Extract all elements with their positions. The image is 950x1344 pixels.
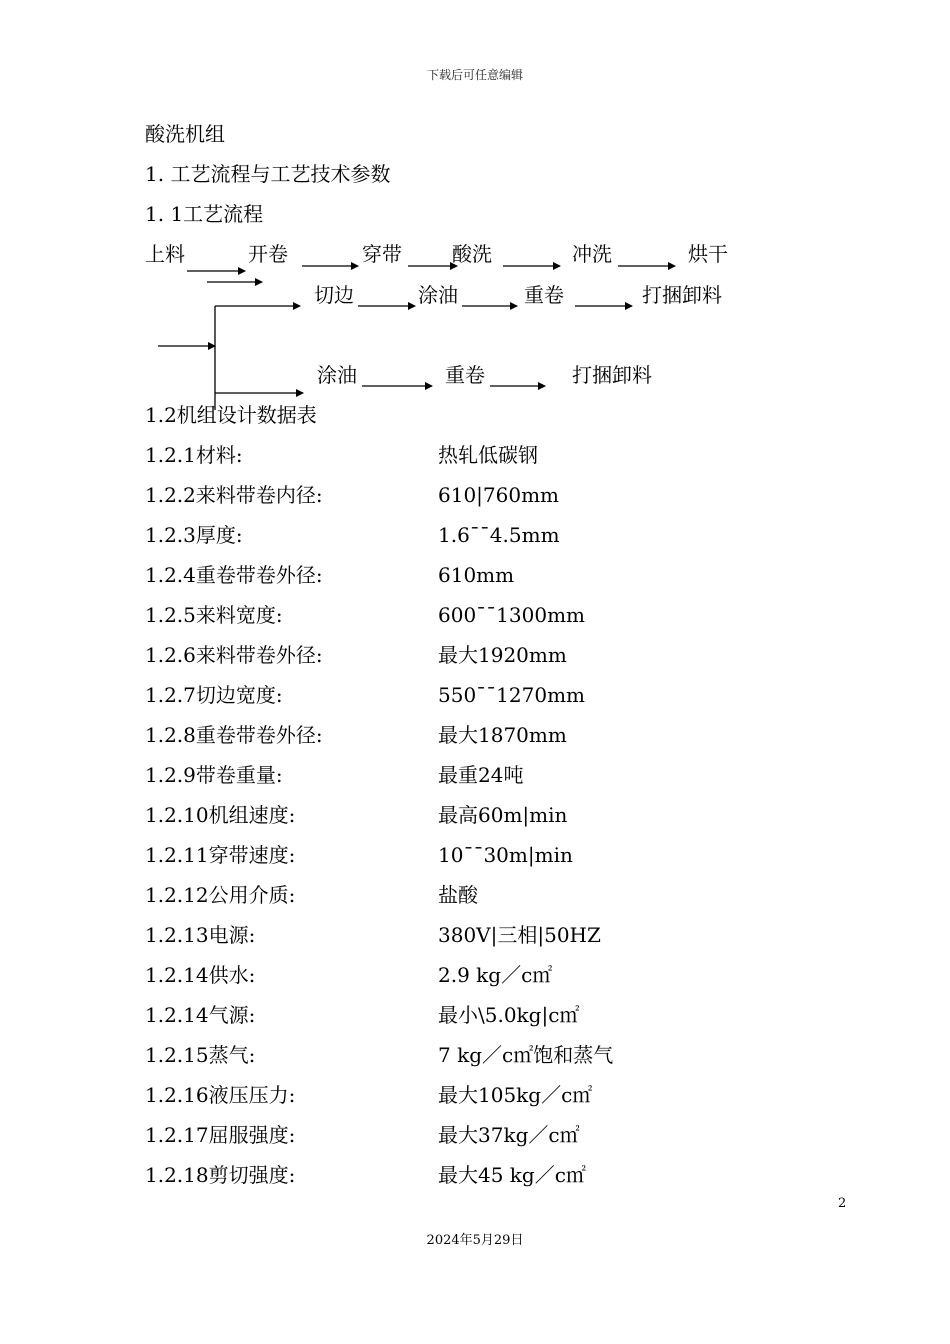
parameter-label: 1.2.14气源: [145, 1003, 256, 1027]
parameter-value: 2.9 kg／c㎡ [438, 963, 553, 987]
parameter-value: 550¯¯1270mm [438, 683, 586, 707]
parameter-label: 1.2.17屈服强度: [145, 1123, 296, 1147]
parameter-row [145, 682, 665, 708]
parameter-row [145, 642, 665, 668]
parameter-value: 最大105kg／c㎡ [438, 1083, 593, 1107]
parameter-label: 1.2.3厚度: [145, 523, 243, 547]
flow-step: 上料 [145, 242, 185, 266]
parameter-row [145, 602, 665, 628]
parameter-row [145, 962, 665, 988]
parameter-label: 1.2.4重卷带卷外径: [145, 563, 323, 587]
parameter-label: 1.2.14供水: [145, 963, 256, 987]
parameter-label: 1.2.12公用介质: [145, 883, 296, 907]
parameter-value: 10¯¯30m|min [438, 843, 573, 867]
parameter-value: 盐酸 [438, 883, 478, 907]
flow-step: 开卷 [248, 242, 288, 266]
flow-step: 酸洗 [452, 242, 492, 266]
parameter-value: 最大1870mm [438, 723, 567, 747]
flow-step: 烘干 [688, 242, 728, 266]
parameter-label: 1.2.10机组速度: [145, 803, 296, 827]
parameter-label: 1.2.11穿带速度: [145, 843, 296, 867]
parameter-label: 1.2.2来料带卷内径: [145, 483, 323, 507]
doc-title: 酸洗机组 [145, 122, 225, 146]
parameter-value: 380V|三相|50HZ [438, 923, 601, 947]
parameter-value: 610mm [438, 563, 515, 587]
parameter-row [145, 522, 665, 548]
parameter-row [145, 842, 665, 868]
parameter-label: 1.2.5来料宽度: [145, 603, 283, 627]
parameter-row [145, 1042, 665, 1068]
parameter-label: 1.2.16液压压力: [145, 1083, 296, 1107]
parameter-row [145, 762, 665, 788]
page-number: 2 [838, 1196, 847, 1211]
parameter-row [145, 482, 665, 508]
parameter-value: 最大45 kg／c㎡ [438, 1163, 586, 1187]
parameter-row [145, 442, 665, 468]
parameter-row [145, 562, 665, 588]
parameter-label: 1.2.18剪切强度: [145, 1163, 296, 1187]
parameter-value: 1.6¯¯4.5mm [438, 523, 560, 547]
parameter-row [145, 1122, 665, 1148]
parameter-value: 热轧低碳钢 [438, 443, 538, 467]
flow-step: 涂油 [317, 363, 357, 387]
flow-step: 涂油 [418, 283, 458, 307]
page-footer-date: 2024年5月29日 [426, 1233, 524, 1248]
section-heading-1-1: 1. 1工艺流程 [145, 202, 264, 226]
parameter-value: 最小\5.0kg|c㎡ [438, 1003, 580, 1027]
parameter-row [145, 1162, 665, 1188]
parameter-label: 1.2.15蒸气: [145, 1043, 256, 1067]
parameter-row [145, 802, 665, 828]
parameter-row [145, 1082, 665, 1108]
flow-step: 冲洗 [572, 242, 612, 266]
parameter-row [145, 882, 665, 908]
parameter-label: 1.2.1材料: [145, 443, 243, 467]
flow-step: 打捆卸料 [572, 363, 652, 387]
parameter-row [145, 1002, 665, 1028]
flow-step: 重卷 [445, 363, 485, 387]
flow-arrows [0, 0, 950, 420]
parameter-value: 最大37kg／c㎡ [438, 1123, 580, 1147]
parameter-label: 1.2.9带卷重量: [145, 763, 283, 787]
parameter-value: 最大1920mm [438, 643, 567, 667]
page-header: 下载后可任意编辑 [426, 68, 523, 82]
parameter-label: 1.2.13电源: [145, 923, 256, 947]
flow-step: 切边 [314, 283, 354, 307]
parameter-label: 1.2.6来料带卷外径: [145, 643, 323, 667]
parameter-label: 1.2.8重卷带卷外径: [145, 723, 323, 747]
flow-step: 重卷 [524, 283, 564, 307]
parameter-value: 最重24吨 [438, 763, 524, 787]
parameter-value: 600¯¯1300mm [438, 603, 586, 627]
parameter-value: 610|760mm [438, 483, 560, 507]
flow-step: 穿带 [362, 242, 402, 266]
flow-step: 打捆卸料 [642, 283, 722, 307]
parameter-row [145, 722, 665, 748]
parameter-label: 1.2.7切边宽度: [145, 683, 283, 707]
section-heading-1-2: 1.2机组设计数据表 [145, 403, 317, 427]
section-heading-1: 1. 工艺流程与工艺技术参数 [145, 162, 391, 186]
parameter-value: 最高60m|min [438, 803, 568, 827]
parameter-row [145, 922, 665, 948]
parameter-value: 7 kg／c㎡饱和蒸气 [438, 1043, 614, 1067]
